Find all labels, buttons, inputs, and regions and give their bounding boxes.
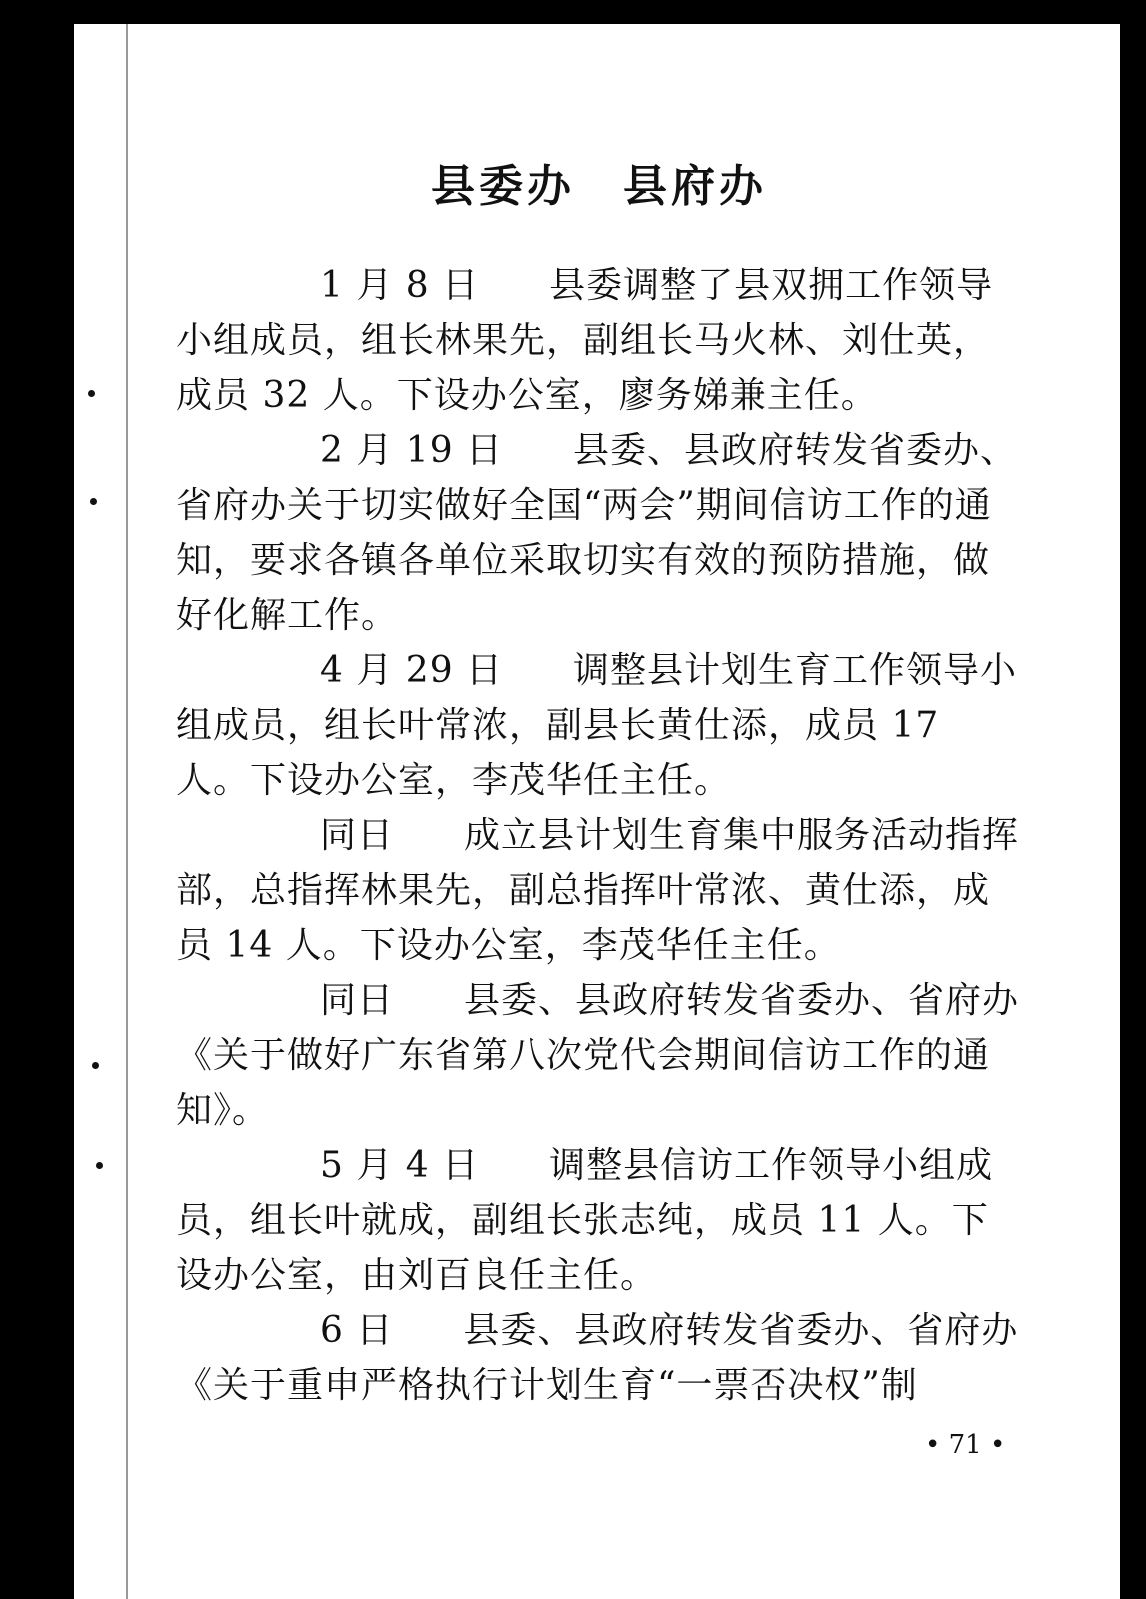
margin-dot bbox=[96, 1162, 103, 1169]
entry-text: 成立县计划生育集中服务活动指挥部，总指挥林果先，副总指挥叶常浓、黄仕添，成员 14 人。下设办公室，李茂华任主任。 bbox=[176, 815, 1020, 966]
page-content bbox=[176, 150, 1022, 1413]
page-number: • 71 • bbox=[925, 1430, 1006, 1460]
chronicle-entry bbox=[176, 258, 1022, 423]
gutter-line bbox=[126, 24, 128, 1599]
entry-date: 6 日 bbox=[320, 1310, 394, 1351]
page-title: 县委办 县府办 bbox=[431, 161, 767, 212]
entry-date: 2 月 19 日 bbox=[320, 430, 504, 471]
entry-text: 县委、县政府转发省委办、省府办《关于重申严格执行计划生育“一票否决权”制 bbox=[176, 1310, 1019, 1406]
chronicle-entry bbox=[176, 423, 1022, 643]
entry-text: 县委、县政府转发省委办、省府办关于切实做好全国“两会”期间信访工作的通知，要求各镇各单位采取切实有效的预防措施，做好化解工作。 bbox=[176, 430, 1018, 636]
scan-border-right bbox=[1120, 0, 1146, 1599]
entry-text: 调整县信访工作领导小组成员，组长叶就成，副组长张志纯，成员 11 人。下设办公室，由刘百良任主任。 bbox=[176, 1145, 994, 1296]
scan-border-left bbox=[0, 0, 74, 1599]
chronicle-entry bbox=[176, 808, 1022, 973]
entry-date: 5 月 4 日 bbox=[320, 1145, 480, 1186]
scan-border-top bbox=[0, 0, 1146, 24]
entry-date: 同日 bbox=[320, 815, 395, 856]
entry-text: 县委、县政府转发省委办、省府办《关于做好广东省第八次党代会期间信访工作的通知》。 bbox=[176, 980, 1020, 1131]
entry-date: 4 月 29 日 bbox=[320, 650, 504, 691]
entry-date: 同日 bbox=[320, 980, 395, 1021]
chronicle-entry bbox=[176, 1303, 1022, 1413]
entry-text: 调整县计划生育工作领导小组成员，组长叶常浓，副县长黄仕添，成员 17 人。下设办公室，李茂华任主任。 bbox=[176, 650, 1018, 801]
entry-text: 县委调整了县双拥工作领导小组成员，组长林果先，副组长马火林、刘仕英，成员 32 人。下设办公室，廖务娣兼主任。 bbox=[176, 265, 994, 416]
chronicle-entry bbox=[176, 1138, 1022, 1303]
margin-dot bbox=[90, 498, 97, 505]
entry-date: 1 月 8 日 bbox=[320, 265, 480, 306]
margin-dot bbox=[92, 1062, 99, 1069]
chronicle-entry bbox=[176, 643, 1022, 808]
margin-dot bbox=[88, 390, 95, 397]
chronicle-entry bbox=[176, 973, 1022, 1138]
